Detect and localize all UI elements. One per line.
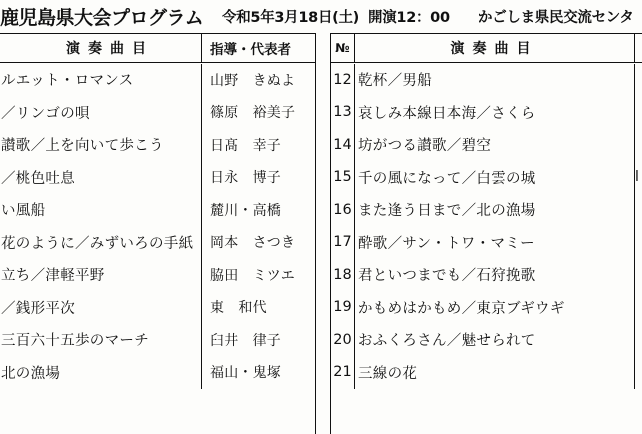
song-cell: ルエット・ロマンス	[1, 73, 134, 90]
song-cell: おふくろさん／魅せられて	[358, 333, 536, 350]
performer-cell: 篠原 裕美子	[201, 96, 315, 129]
event-date: 令和5年3月18日(土)	[222, 10, 360, 26]
song-cell: 酔歌／サン・トワ・マミー	[358, 235, 535, 252]
table-row	[331, 324, 642, 357]
song-cell: 花のように／みずいろの手紙	[1, 235, 194, 252]
performer-cell	[634, 324, 642, 357]
table-row	[0, 259, 315, 292]
performer-cell: 東 和代	[201, 291, 315, 324]
number-cell: 16	[331, 194, 355, 227]
page-header	[0, 2, 642, 28]
performer-cell	[634, 226, 642, 259]
song-cell: ／リンゴの唄	[1, 105, 90, 122]
table-row	[331, 226, 642, 259]
table-header-row	[0, 34, 315, 63]
table-row	[0, 194, 315, 227]
performer-cell: 福山・鬼塚	[201, 356, 315, 389]
program-table-left	[0, 33, 316, 434]
table-row	[331, 161, 642, 194]
song-cell: ／銭形平次	[1, 300, 75, 317]
song-cell: かもめはかもめ／東京ブギウギ	[358, 300, 565, 317]
song-cell: 三百六十五歩のマーチ	[1, 333, 149, 350]
number-cell: 20	[331, 324, 355, 357]
table-row	[0, 356, 315, 389]
venue-name: かごしま県民交流センタ	[478, 10, 634, 26]
table-row	[0, 161, 315, 194]
table-row	[331, 64, 642, 97]
table-row	[331, 129, 642, 162]
table-row	[331, 194, 642, 227]
program-table-right	[330, 33, 642, 434]
column-header-song: 演奏曲目	[66, 41, 154, 57]
song-cell: 讃歌／上を向いて歩こう	[1, 138, 164, 155]
number-cell: 21	[331, 356, 355, 389]
table-row	[0, 96, 315, 129]
performer-cell	[634, 259, 642, 292]
column-header-performer: 指導・代表者	[201, 34, 315, 62]
number-cell: 15	[331, 161, 355, 194]
table-row	[331, 356, 642, 389]
table-header-row	[331, 34, 642, 63]
number-cell: 18	[331, 259, 355, 292]
song-cell: 北の漁場	[1, 365, 61, 382]
column-header-performer	[634, 34, 642, 62]
number-cell: 14	[331, 129, 355, 162]
table-row	[0, 324, 315, 357]
song-cell: 三線の花	[358, 365, 418, 382]
song-cell: 乾杯／男船	[358, 73, 432, 90]
performer-cell	[634, 291, 642, 324]
performer-cell: 脇田 ミツエ	[201, 259, 315, 292]
performer-cell	[634, 129, 642, 162]
song-cell: また逢う日まで／北の漁場	[358, 203, 536, 220]
table-row	[331, 259, 642, 292]
performer-cell	[634, 194, 642, 227]
column-header-song: 演奏曲目	[450, 41, 539, 57]
song-cell: 立ち／津軽平野	[1, 268, 105, 285]
song-cell: 君といつまでも／石狩挽歌	[358, 268, 536, 285]
number-cell: 13	[331, 96, 355, 129]
song-cell: 哀しみ本線日本海／さくら	[358, 105, 536, 122]
performer-cell	[634, 356, 642, 389]
performer-cell: 臼井 律子	[201, 324, 315, 357]
number-cell: 17	[331, 226, 355, 259]
song-cell: 坊がつる讃歌／碧空	[358, 138, 492, 155]
performer-cell	[634, 96, 642, 129]
song-cell: 千の風になって／白雲の城	[358, 170, 536, 187]
table-row	[0, 64, 315, 97]
table-row	[0, 226, 315, 259]
performer-cell: 麓川・高橋	[201, 194, 315, 227]
table-row	[0, 291, 315, 324]
number-cell: 19	[331, 291, 355, 324]
performer-cell: 岡本 さつき	[201, 226, 315, 259]
song-cell: ／桃色吐息	[1, 170, 75, 187]
performer-cell: 日永 博子	[201, 161, 315, 194]
column-header-number: №	[331, 34, 355, 62]
number-cell: 12	[331, 64, 355, 97]
table-row	[0, 129, 315, 162]
performer-cell: 山野 きぬよ	[201, 64, 315, 97]
table-row	[331, 96, 642, 129]
performer-cell	[634, 64, 642, 97]
performer-cell: l	[634, 161, 642, 194]
start-time: 開演12：00	[368, 10, 450, 26]
table-row	[331, 291, 642, 324]
song-cell: い風船	[1, 203, 46, 220]
performer-cell: 日髙 幸子	[201, 129, 315, 162]
program-title: 鹿児島県大会プログラム	[0, 7, 204, 28]
